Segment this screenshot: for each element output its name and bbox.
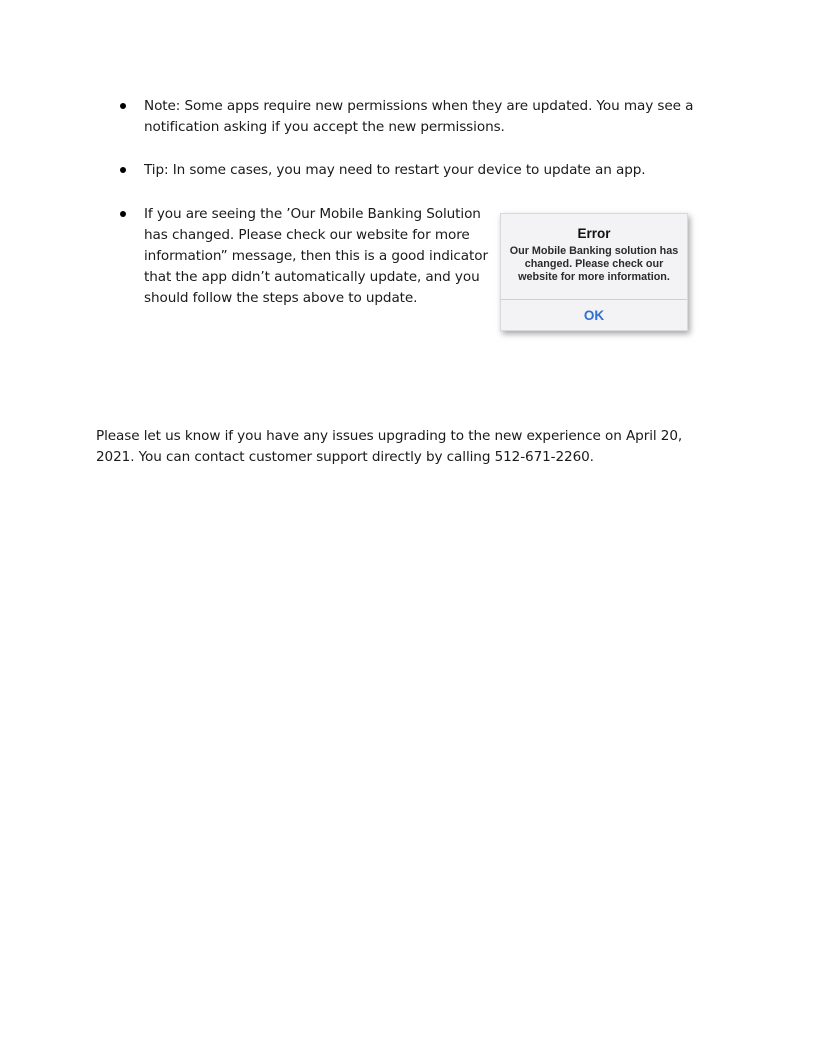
bullet-dot-icon (120, 103, 126, 109)
error-dialog-title: Error (577, 226, 611, 241)
bullet-note (118, 96, 710, 138)
bullet-error-info (118, 204, 494, 309)
bullet-tip-text: Tip: In some cases, you may need to restart your device to update an app. (144, 162, 646, 178)
closing-paragraph: Please let us know if you have any issues upgrading to the new experience on April 20, 2021. You can contact customer support directly by calling 512-671-2260. (96, 428, 683, 465)
error-dialog-message: Our Mobile Banking solution has changed. Please check our website for more information. (509, 245, 679, 283)
ok-button[interactable]: OK (501, 300, 687, 329)
bullet-dot-icon (120, 211, 126, 217)
bullet-dot-icon (120, 167, 126, 173)
bullet-tip (118, 160, 710, 181)
bullet-error-info-text: If you are seeing the ’Our Mobile Banking Solution has changed. Please check our website for more information” message, then this is a good indicator that the app didn’t automatically update, and you should follow the steps above to update. (144, 206, 488, 306)
error-dialog-screenshot (500, 213, 688, 331)
bullet-note-text: Note: Some apps require new permissions when they are updated. You may see a notification asking if you accept the new permissions. (144, 98, 694, 135)
